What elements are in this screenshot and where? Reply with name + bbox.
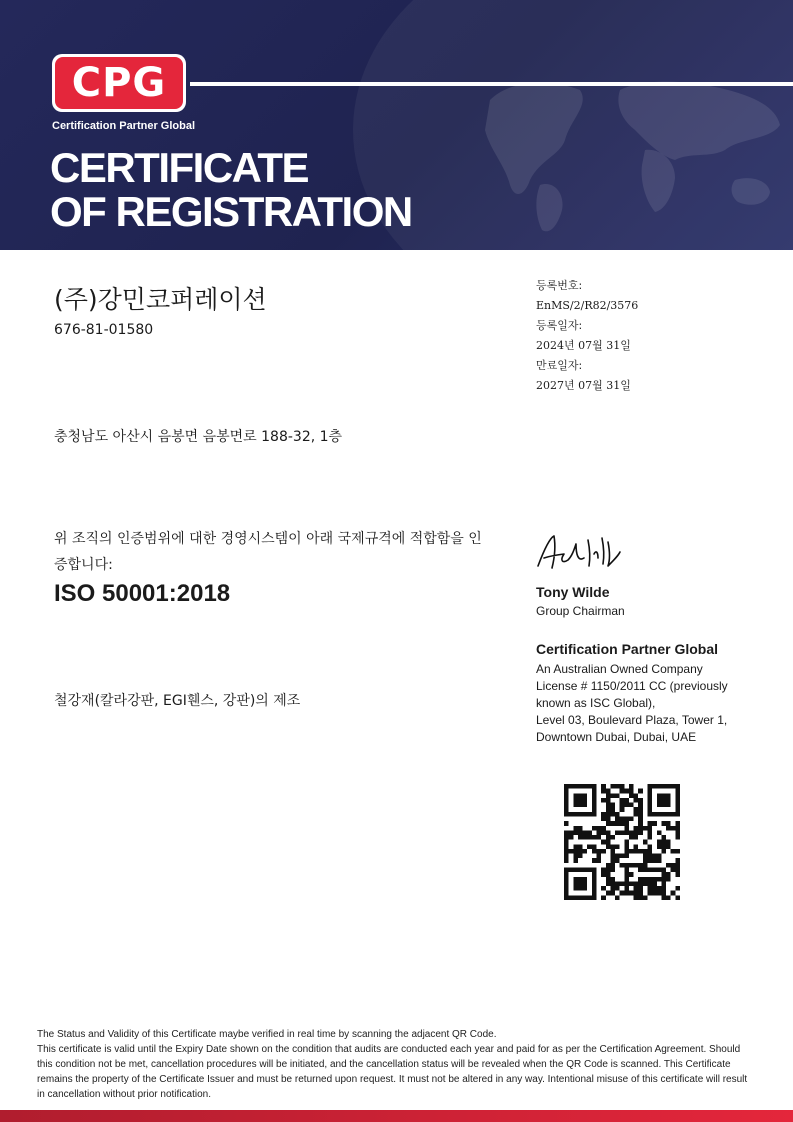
signature-image [534, 530, 624, 574]
certificate-title [50, 146, 412, 234]
footer-verification-note: The Status and Validity of this Certificate maybe verified in real time by scanning the adjacent QR Code. [37, 1029, 497, 1040]
logo-tagline: Certification Partner Global [52, 120, 196, 132]
title-line-1: CERTIFICATE [50, 144, 309, 191]
issue-date-label: 등록일자: [536, 319, 583, 332]
certification-statement: 위 조직의 인증범위에 대한 경영시스템이 아래 국제규격에 적합함을 인증합니다: [54, 531, 482, 573]
header-divider [190, 82, 793, 86]
issuer-line: An Australian Owned Company [536, 662, 703, 676]
issuer-line: License # 1150/2011 CC (previously known as ISC Global), [536, 679, 728, 710]
world-map-graphic [470, 60, 790, 240]
issuer-line: Downtown Dubai, Dubai, UAE [536, 730, 697, 744]
certificate-header [0, 0, 793, 250]
iso-standard: ISO 50001:2018 [54, 580, 231, 607]
registration-number-label: 등록번호: [536, 279, 583, 292]
title-line-2: OF REGISTRATION [50, 188, 412, 235]
issuer-details [536, 661, 736, 746]
company-name: (주)강민코퍼레이션 [54, 285, 267, 314]
expiry-date-value: 2027년 07월 31일 [536, 379, 631, 392]
issuer-name: Certification Partner Global [536, 641, 719, 657]
business-number: 676-81-01580 [54, 322, 154, 338]
signer-name: Tony Wilde [536, 584, 610, 600]
certificate-footer [37, 1027, 757, 1102]
issue-date-value: 2024년 07월 31일 [536, 339, 631, 352]
certification-scope: 철강재(칼라강판, EGI휀스, 강판)의 제조 [54, 693, 301, 709]
company-address: 충청남도 아산시 음봉면 음봉면로 188-32, 1층 [54, 429, 343, 445]
issuer-line: Level 03, Boulevard Plaza, Tower 1, [536, 713, 728, 727]
registration-number-value: EnMS/2/R82/3576 [536, 299, 639, 312]
cpg-logo-text: CPG [55, 57, 183, 109]
registration-info [536, 276, 638, 396]
cpg-logo [52, 54, 186, 112]
expiry-date-label: 만료일자: [536, 359, 583, 372]
verification-qr-code[interactable] [564, 784, 680, 900]
bottom-accent-bar [0, 1110, 793, 1122]
footer-validity-terms: This certificate is valid until the Expiry Date shown on the condition that audits are conducted each year and paid for as per the Certification Agreement. Should this condition not be met, cancellation procedures will be initiated, and the cancellation status will be revealed when the QR Code is scanned. This Certificate remains the property of the Certificate Issuer and must be returned upon request. It must not be altered in any way. Intentional misuse of this certificate will result in cancellation without prior notification. [37, 1044, 748, 1100]
signer-title: Group Chairman [536, 604, 625, 618]
